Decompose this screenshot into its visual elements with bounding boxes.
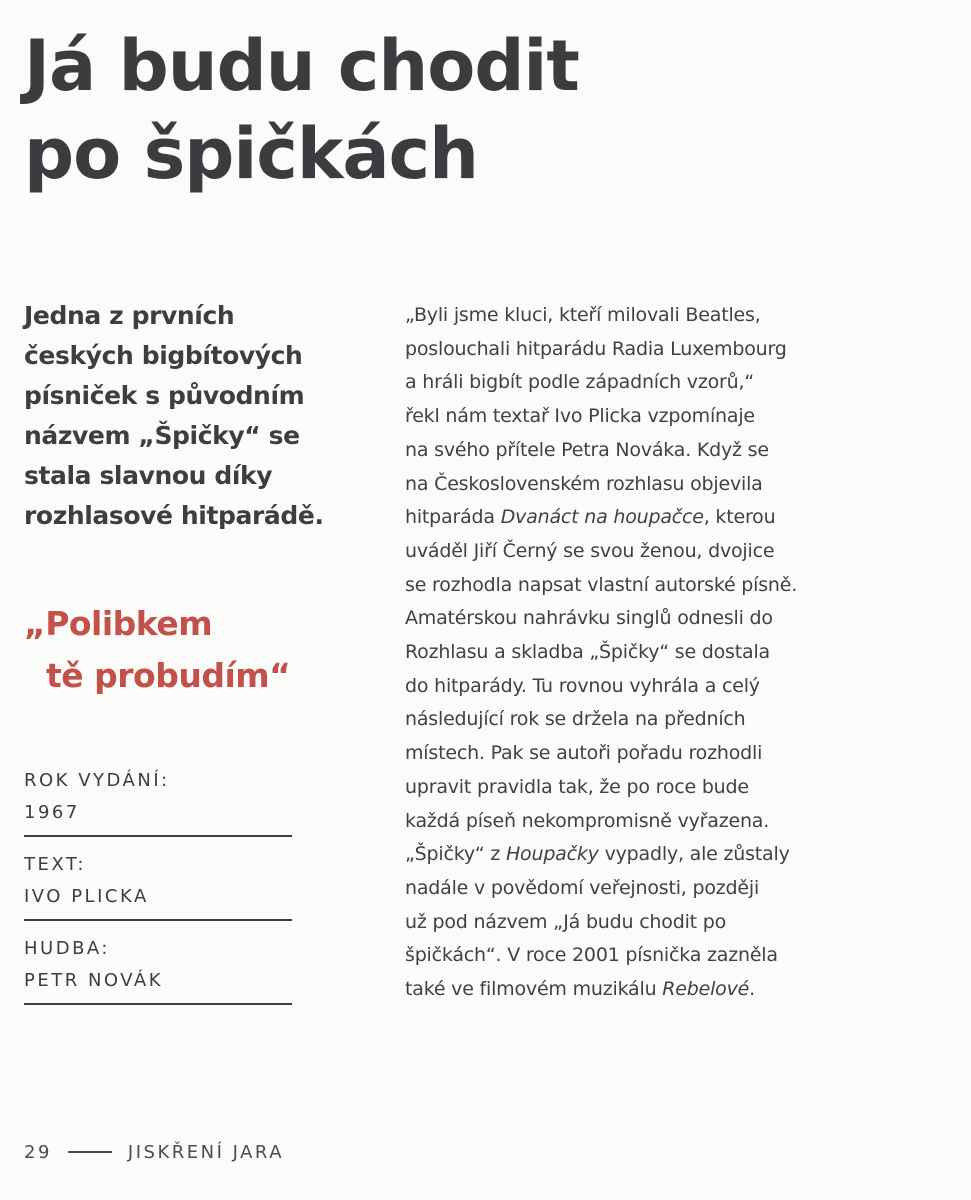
song-facts <box>24 765 292 1017</box>
program-short-title: Houpačky <box>505 843 599 866</box>
quote-line: tě probudím“ <box>46 656 291 695</box>
lead-line: českých bigbítových <box>24 341 303 370</box>
body-line: špičkách“. V roce 2001 písnička zazněla <box>405 944 778 967</box>
body-line: místech. Pak se autoři pořadu rozhodli <box>405 742 763 765</box>
page-number: 29 <box>24 1141 52 1163</box>
lead-line: Jedna z prvních <box>24 301 235 330</box>
fact-music <box>24 933 292 1005</box>
body-line: do hitparády. Tu rovnou vyhrála a celý <box>405 674 760 697</box>
body-line: uváděl Jiří Černý se svou ženou, dvojice <box>405 539 775 562</box>
body-line: poslouchali hitparádu Radia Luxembourg <box>405 337 787 360</box>
quote-line: „Polibkem <box>24 604 213 643</box>
article-body <box>405 299 875 1007</box>
fact-label: ROK VYDÁNÍ: <box>24 770 170 791</box>
body-line <box>405 973 875 1007</box>
fact-value: 1967 <box>24 802 80 823</box>
body-text: také ve filmovém muzikálu <box>405 978 663 1001</box>
program-title: Dvanáct na houpačce <box>500 506 704 529</box>
page-title <box>24 22 784 198</box>
body-line: následující rok se držela na předních <box>405 708 746 731</box>
fact-lyrics <box>24 849 292 921</box>
body-text: . <box>749 978 755 1001</box>
body-line <box>405 501 875 535</box>
fact-label: HUDBA: <box>24 938 110 959</box>
lead-line: názvem „Špičky“ se <box>24 421 300 450</box>
body-line: a hráli bigbít podle západních vzorů,“ <box>405 371 754 394</box>
fact-value: IVO PLICKA <box>24 886 149 907</box>
title-line: po špičkách <box>24 113 478 195</box>
body-line: každá píseň nekompromisně vyřazena. <box>405 809 770 832</box>
body-line: na Československém rozhlasu objevila <box>405 472 763 495</box>
body-line <box>405 838 875 872</box>
body-line: Amatérskou nahrávku singlů odnesli do <box>405 607 773 630</box>
body-line: nadále v povědomí veřejnosti, později <box>405 876 760 899</box>
body-line: „Byli jsme kluci, kteří milovali Beatles, <box>405 304 761 326</box>
fact-label: TEXT: <box>24 854 86 875</box>
page-footer <box>24 1137 284 1167</box>
film-title: Rebelové <box>662 978 750 1001</box>
body-line: upravit pravidla tak, že po roce bude <box>405 775 749 798</box>
body-text: , kterou <box>703 506 776 529</box>
pull-quote <box>24 598 344 702</box>
body-text: „Špičky“ z <box>405 843 506 866</box>
body-line: Rozhlasu a skladba „Špičky“ se dostala <box>405 641 770 664</box>
fact-release-year <box>24 765 292 837</box>
lead-line: písniček s původním <box>24 381 305 410</box>
body-text: hitparáda <box>405 506 501 529</box>
lead-line: rozhlasové hitparádě. <box>24 501 324 530</box>
title-line: Já budu chodit <box>24 25 579 107</box>
body-line: řekl nám textař Ivo Plicka vzpomínaje <box>405 405 755 428</box>
body-line: už pod názvem „Já budu chodit po <box>405 910 727 933</box>
section-name: JISKŘENÍ JARA <box>127 1141 285 1163</box>
body-line: na svého přítele Petra Nováka. Když se <box>405 438 769 461</box>
lead-line: stala slavnou díky <box>24 461 273 490</box>
fact-value: PETR NOVÁK <box>24 970 164 991</box>
body-text: vypadly, ale zůstaly <box>598 843 790 866</box>
lead-paragraph <box>24 296 364 536</box>
footer-divider <box>68 1151 112 1153</box>
body-line: se rozhodla napsat vlastní autorské písně. <box>405 573 798 596</box>
